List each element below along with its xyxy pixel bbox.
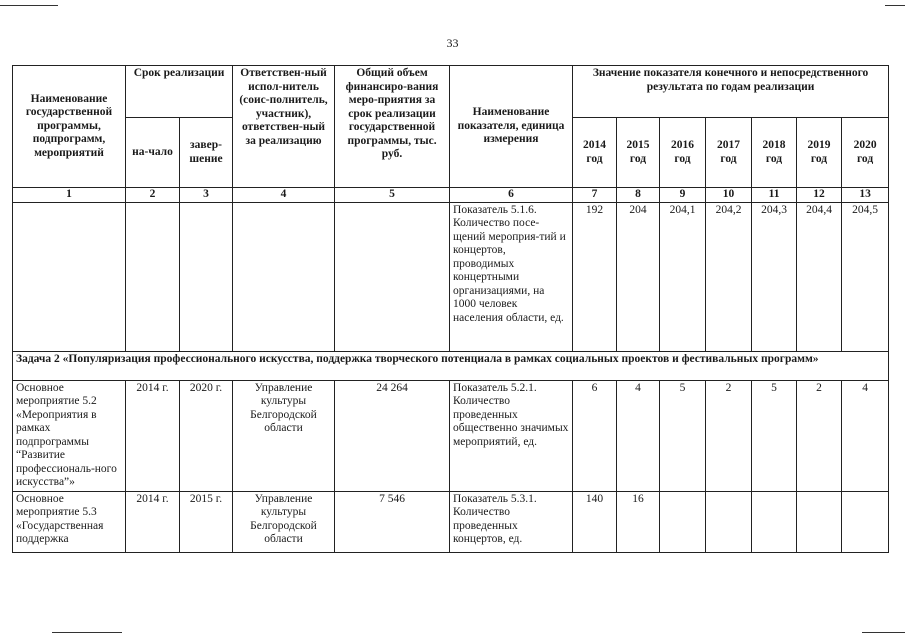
bottom-right-rule [862, 632, 905, 633]
value-2015-cell: 4 [617, 380, 660, 491]
funding-cell: 24 264 [335, 380, 450, 491]
value-2018-cell: 5 [752, 380, 797, 491]
program-table [12, 65, 889, 553]
end-cell [180, 202, 233, 351]
column-number: 1 [13, 188, 126, 203]
value-2020-cell [842, 491, 889, 552]
indicator-cell: Показатель 5.2.1. Количество проведенных общественно значимых мероприятий, ед. [450, 380, 573, 491]
value-2014-cell: 140 [573, 491, 617, 552]
header-row-1 [13, 66, 889, 118]
executor-cell: Управление культуры Белгородской области [233, 491, 335, 552]
value-2018-cell: 204,3 [752, 202, 797, 351]
value-2015-cell: 16 [617, 491, 660, 552]
indicator-cell: Показатель 5.3.1. Количество проведенных концертов, ед. [450, 491, 573, 552]
top-left-rule [0, 5, 58, 6]
column-number: 8 [617, 188, 660, 203]
value-2015-cell: 204 [617, 202, 660, 351]
executor-cell [233, 202, 335, 351]
header-period: Срок реализации [126, 66, 233, 118]
column-number: 12 [797, 188, 842, 203]
header-program-name: Наименование государственной программы, подпрограмм, мероприятий [13, 66, 126, 188]
value-2017-cell [706, 491, 752, 552]
page-number: 33 [446, 36, 459, 50]
value-2014-cell: 192 [573, 202, 617, 351]
end-cell: 2015 г. [180, 491, 233, 552]
column-number: 13 [842, 188, 889, 203]
task-heading: Задача 2 «Популяризация профессионального искусства, поддержка творческого потенциала в рамках социальных проектов и фестивальных программ» [13, 351, 889, 380]
header-year-2020: 2020 год [842, 118, 889, 188]
value-2020-cell: 4 [842, 380, 889, 491]
funding-cell [335, 202, 450, 351]
value-2020-cell: 204,5 [842, 202, 889, 351]
value-2016-cell: 204,1 [660, 202, 706, 351]
value-2019-cell: 2 [797, 380, 842, 491]
column-number: 10 [706, 188, 752, 203]
header-year-2014: 2014 год [573, 118, 617, 188]
start-cell: 2014 г. [126, 380, 180, 491]
indicator-cell: Показатель 5.1.6. Количество посе-щений мероприя-тий и концертов, проводимых концертными организациями, на 1000 человек населения области, ед. [450, 202, 573, 351]
program-name-cell: Основное мероприятие 5.2 «Мероприятия в рамках подпрограммы “Развитие профессиональ-ного искусства”» [13, 380, 126, 491]
column-number: 9 [660, 188, 706, 203]
column-number: 5 [335, 188, 450, 203]
value-2014-cell: 6 [573, 380, 617, 491]
end-cell: 2020 г. [180, 380, 233, 491]
start-cell [126, 202, 180, 351]
program-name-cell [13, 202, 126, 351]
header-executor: Ответствен-ный испол-нитель (соис-полнитель, участник), ответствен-ный за реализацию [233, 66, 335, 188]
bottom-left-rule [52, 632, 122, 633]
header-year-2015: 2015 год [617, 118, 660, 188]
value-2019-cell [797, 491, 842, 552]
header-year-2019: 2019 год [797, 118, 842, 188]
column-number-row [13, 188, 889, 203]
start-cell: 2014 г. [126, 491, 180, 552]
funding-cell: 7 546 [335, 491, 450, 552]
header-values-by-year: Значение показателя конечного и непосредственного результата по годам реализации [573, 66, 889, 118]
header-end: завер-шение [180, 118, 233, 188]
value-2016-cell [660, 491, 706, 552]
top-right-rule [885, 5, 905, 6]
column-number: 2 [126, 188, 180, 203]
value-2016-cell: 5 [660, 380, 706, 491]
program-name-cell: Основное мероприятие 5.3 «Государственная поддержка [13, 491, 126, 552]
value-2017-cell: 2 [706, 380, 752, 491]
table-row [13, 380, 889, 491]
column-number: 4 [233, 188, 335, 203]
table-row [13, 202, 889, 351]
column-number: 7 [573, 188, 617, 203]
task-row [13, 351, 889, 380]
table-row [13, 491, 889, 552]
column-number: 3 [180, 188, 233, 203]
header-year-2018: 2018 год [752, 118, 797, 188]
header-year-2017: 2017 год [706, 118, 752, 188]
header-year-2016: 2016 год [660, 118, 706, 188]
header-funding: Общий объем финансиро-вания меро-приятия за срок реализации государственной программы, тыс. руб. [335, 66, 450, 188]
column-number: 6 [450, 188, 573, 203]
column-number: 11 [752, 188, 797, 203]
executor-cell: Управление культуры Белгородской области [233, 380, 335, 491]
header-start: на-чало [126, 118, 180, 188]
value-2018-cell [752, 491, 797, 552]
header-indicator: Наименование показателя, единица измерения [450, 66, 573, 188]
value-2019-cell: 204,4 [797, 202, 842, 351]
value-2017-cell: 204,2 [706, 202, 752, 351]
